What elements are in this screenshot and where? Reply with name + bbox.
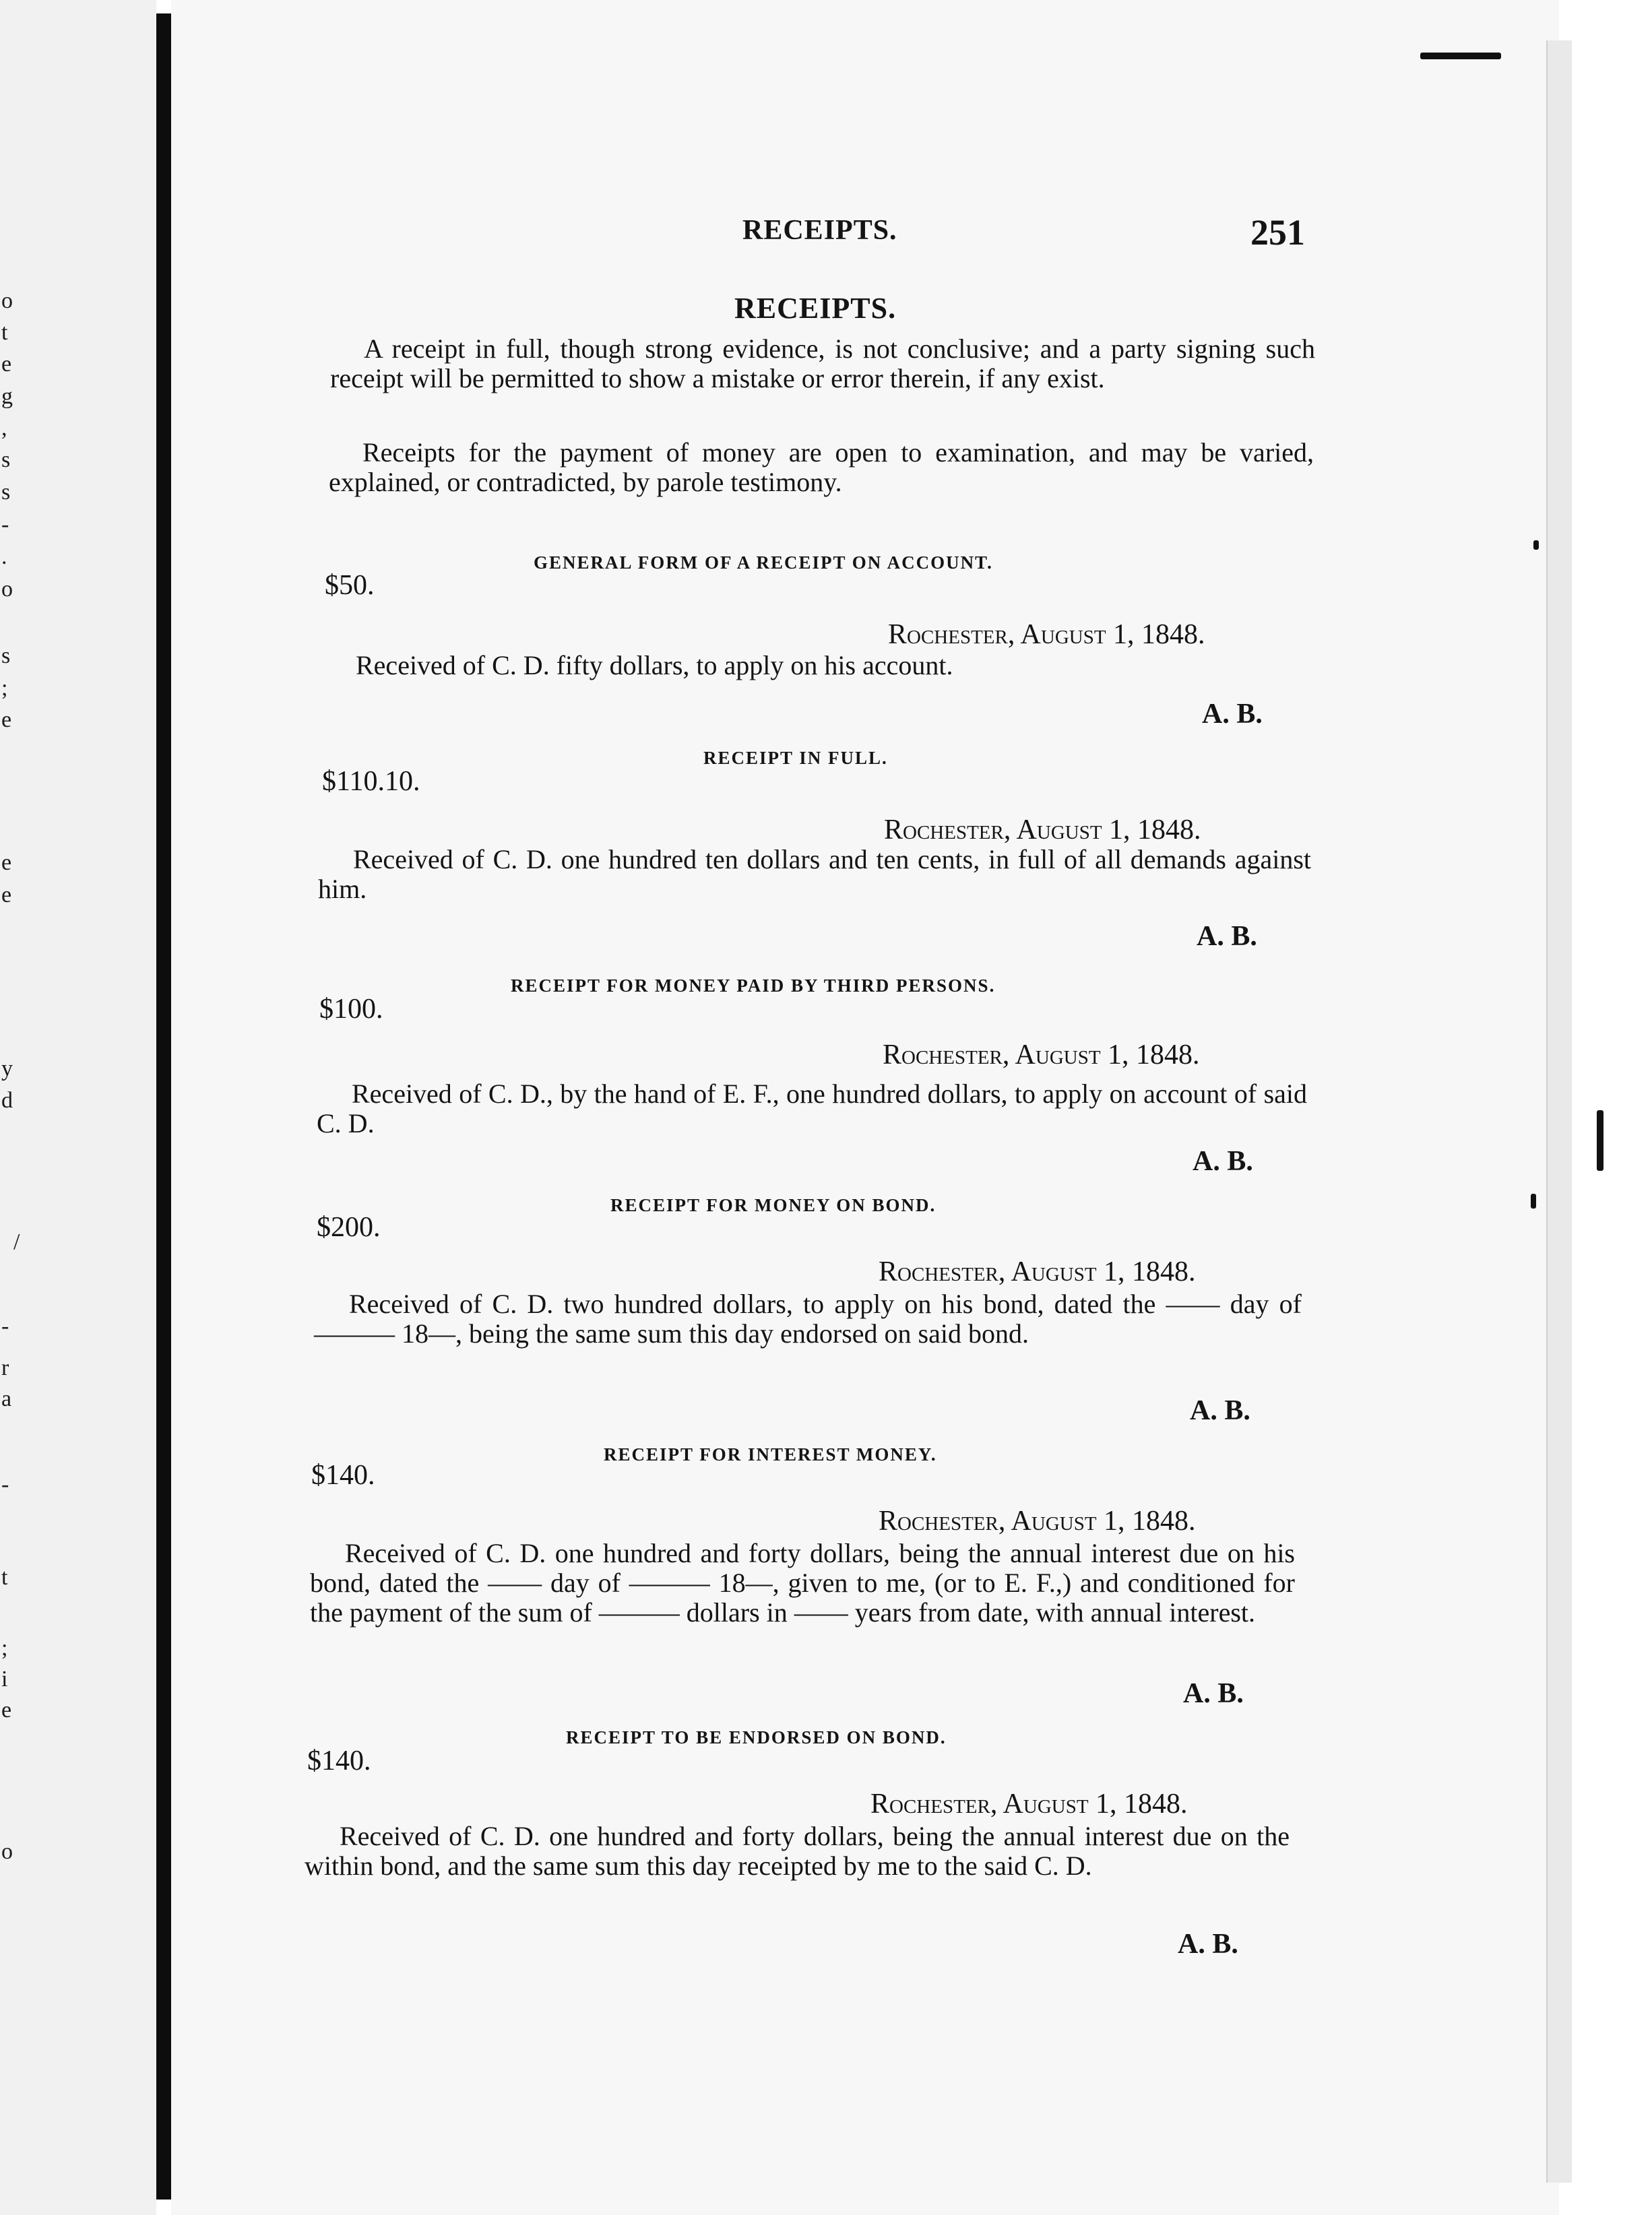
receipt-amount: $140. (307, 1745, 371, 1776)
intro-paragraph: A receipt in full, though strong evidence, is not conclusive; and a party signing such receipt will be permitted to show a mistake or error therein, if any exist. (330, 333, 1315, 393)
receipt-date: Rochester, August 1, 1848. (884, 814, 1201, 845)
facing-page-fragment: y (1, 1056, 13, 1081)
intro-paragraph: Receipts for the payment of money are open to examination, and may be varied, explained, or contradicted, by parole testimony. (329, 437, 1314, 497)
page-number: 251 (1250, 212, 1305, 253)
form-heading: RECEIPT FOR MONEY ON BOND. (610, 1195, 936, 1215)
facing-page-fragment: o (1, 1839, 13, 1864)
scan-speck (1420, 53, 1501, 59)
facing-page-fragment: s (1, 447, 11, 472)
facing-page-fragment: s (1, 643, 11, 668)
facing-page-fragment: d (1, 1088, 13, 1113)
receipt-body: Received of C. D. one hundred and forty dollars, being the annual interest due on his bond, dated the —— day of ——— 18—, given to me, (or to E. F.,) and conditioned for the payment of the sum of ——— dollars in —— years from date, with annual interest. (310, 1538, 1295, 1628)
facing-page-fragment: e (1, 352, 12, 377)
receipt-signature: A. B. (1197, 921, 1257, 952)
facing-page-fragment: r (1, 1355, 9, 1380)
facing-page-fragment: a (1, 1386, 12, 1411)
facing-page-fragment: t (1, 320, 8, 345)
facing-page-fragment: s (1, 480, 11, 505)
receipt-signature: A. B. (1190, 1395, 1250, 1426)
receipt-body: Received of C. D., by the hand of E. F., one hundred dollars, to apply on account of said C. D. (317, 1079, 1307, 1138)
form-heading: RECEIPT FOR INTEREST MONEY. (604, 1444, 937, 1465)
book-gutter (156, 13, 171, 2200)
facing-page-fragment: e (1, 1698, 12, 1723)
receipt-body: Received of C. D. two hundred dollars, to apply on his bond, dated the —— day of ——— 18—, being the same sum this day endorsed on said bond. (314, 1289, 1302, 1349)
receipt-signature: A. B. (1202, 699, 1263, 730)
receipt-amount: $100. (319, 994, 383, 1025)
facing-page-fragment: g (1, 384, 13, 409)
form-heading: RECEIPT IN FULL. (703, 748, 888, 768)
scan-speck (1531, 1194, 1536, 1209)
facing-page-fragment: ; (1, 676, 8, 701)
facing-page-fragment: e (1, 882, 12, 907)
receipt-amount: $50. (325, 570, 375, 601)
page-title: RECEIPTS. (734, 292, 897, 325)
receipt-date: Rochester, August 1, 1848. (883, 1039, 1200, 1070)
receipt-body: Received of C. D. fifty dollars, to apply on his account. (356, 650, 953, 680)
receipt-signature: A. B. (1183, 1678, 1244, 1709)
facing-page-fragment: e (1, 707, 12, 732)
facing-page-fragment: - (1, 512, 9, 537)
scan-speck (1533, 540, 1539, 550)
scan-speck (1597, 1110, 1603, 1171)
receipt-body: Received of C. D. one hundred and forty dollars, being the annual interest due on the within bond, and the same sum this day receipted by me to the said C. D. (305, 1821, 1290, 1881)
facing-page-fragment: , (1, 416, 7, 441)
form-heading: RECEIPT FOR MONEY PAID BY THIRD PERSONS. (511, 975, 996, 996)
receipt-date: Rochester, August 1, 1848. (879, 1506, 1196, 1537)
receipt-date: Rochester, August 1, 1848. (888, 619, 1205, 650)
receipt-date: Rochester, August 1, 1848. (870, 1789, 1188, 1820)
form-heading: GENERAL FORM OF A RECEIPT ON ACCOUNT. (534, 552, 993, 573)
page-edge (1546, 40, 1572, 2183)
facing-page-fragment: - (1, 1314, 9, 1339)
facing-page-fragment: / (13, 1229, 20, 1254)
receipt-signature: A. B. (1178, 1929, 1238, 1960)
facing-page-fragment: - (1, 1472, 9, 1497)
facing-page-fragment: . (1, 544, 7, 569)
facing-page-edge (0, 0, 156, 2215)
receipt-amount: $200. (317, 1212, 381, 1243)
receipt-signature: A. B. (1193, 1146, 1253, 1177)
facing-page-fragment: t (1, 1565, 8, 1590)
form-heading: RECEIPT TO BE ENDORSED ON BOND. (566, 1727, 947, 1747)
receipt-body: Received of C. D. one hundred ten dollars and ten cents, in full of all demands against him. (318, 844, 1311, 904)
receipt-amount: $140. (311, 1460, 375, 1491)
receipt-date: Rochester, August 1, 1848. (879, 1256, 1196, 1287)
running-head: RECEIPTS. (742, 215, 897, 246)
facing-page-fragment: e (1, 850, 12, 875)
receipt-amount: $110.10. (322, 766, 420, 797)
facing-page-fragment: i (1, 1667, 8, 1692)
facing-page-fragment: o (1, 288, 13, 313)
facing-page-fragment: o (1, 577, 13, 602)
facing-page-fragment: ; (1, 1636, 8, 1661)
